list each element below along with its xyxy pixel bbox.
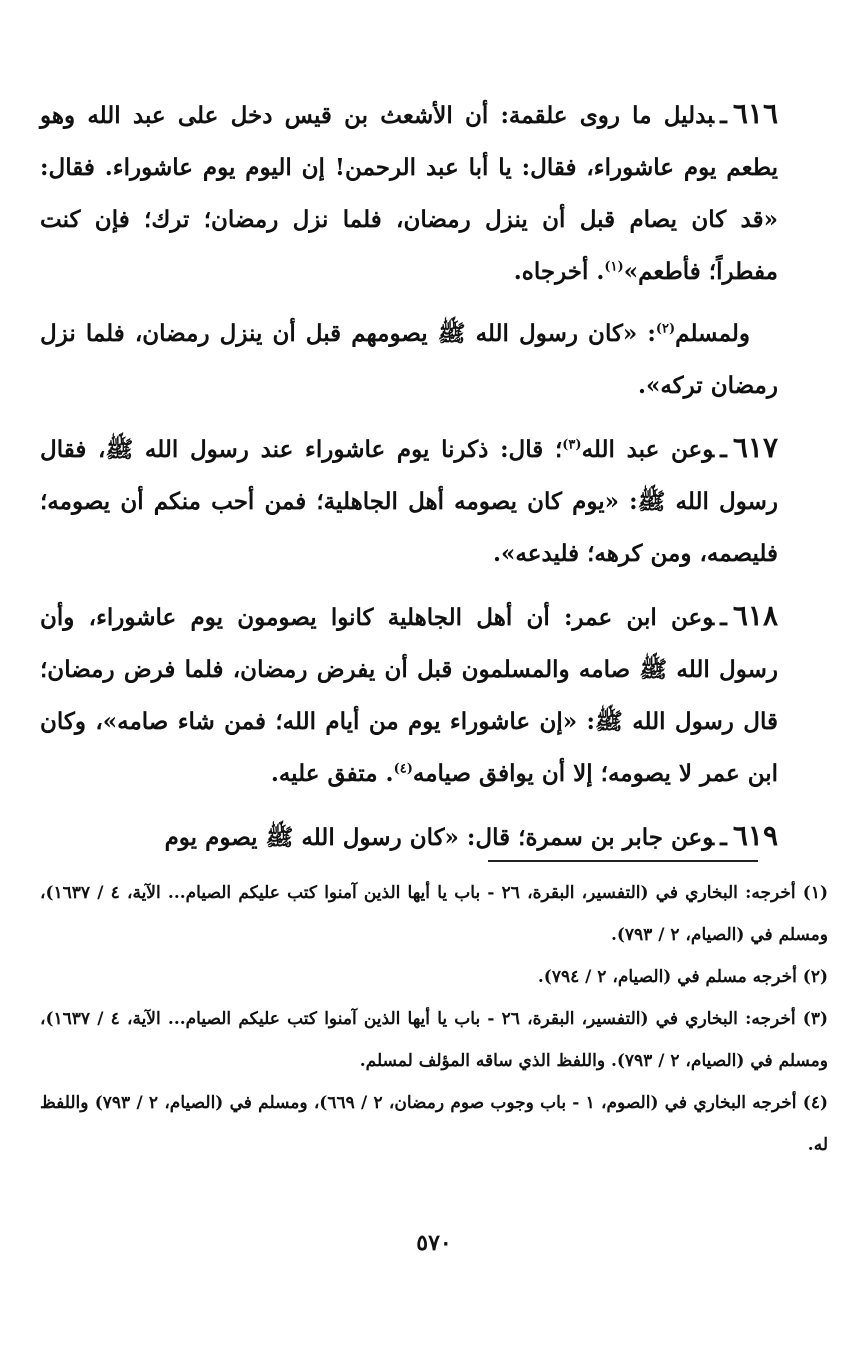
hadith-618	[40, 590, 778, 800]
hadith-619	[40, 810, 778, 864]
hadith-text: وعن ابن عمر: أن أهل الجاهلية كانوا يصومون يوم عاشوراء، وأن رسول الله ﷺ صامه والمسلمون قبل أن يفرض رمضان، فلما فرض رمضان؛ قال رسول الله ﷺ: «إن عاشوراء يوم من أيام الله؛ فمن شاء صامه»، وكان ابن عمر لا يصومه؛ إلا أن يوافق صيامه	[40, 604, 778, 787]
hadith-tail: . أخرجاه.	[513, 258, 605, 285]
hadith-text: وعن جابر بن سمرة؛ قال: «كان رسول الله ﷺ يصوم يوم	[164, 824, 715, 851]
page-number: ٥٧٠	[416, 1230, 452, 1256]
hadith-number: ٦١٨	[732, 599, 779, 632]
footnote-ref: (٢)	[655, 321, 676, 337]
narration-lead: وعن عبد الله	[581, 436, 715, 463]
hadith-dash: ـ	[720, 436, 727, 463]
footnote-2: (٢) أخرجه مسلم في (الصيام، ٢ / ٧٩٤).	[537, 967, 828, 987]
hadith-number: ٦١٦	[732, 97, 778, 130]
hadith-number: ٦١٧	[732, 431, 778, 464]
hadith-dash: ـ	[720, 604, 727, 631]
footnote-1: (١) أخرجه: البخاري في (التفسير، البقرة، ٢٦ - باب يا أيها الذين آمنوا كتب عليكم الصيام... الآية، ٤ / ١٦٣٧)، ومسلم في (الصيام، ٢ / ٧٩٣).	[40, 883, 828, 945]
narration-text: : «كان رسول الله ﷺ يصومهم قبل أن ينزل رمضان، فلما نزل رمضان تركه».	[40, 320, 778, 399]
footnote-ref: (٣)	[562, 437, 582, 453]
hadith-dash: ـ	[720, 102, 727, 129]
hadith-dash: ـ	[720, 824, 727, 851]
footnote-ref: (١)	[604, 259, 624, 275]
hadith-617	[40, 422, 778, 580]
footnote-3: (٣) أخرجه: البخاري في (التفسير، البقرة، ٢٦ - باب يا أيها الذين آمنوا كتب عليكم الصيام... الآية، ٤ / ١٦٣٧)، ومسلم في (الصيام، ٢ / ٧٩٣). واللفظ الذي ساقه المؤلف لمسلم.	[40, 1009, 828, 1071]
footnote-divider	[488, 860, 758, 862]
hadith-text: بدليل ما روى علقمة: أن الأشعث بن قيس دخل على عبد الله وهو يطعم يوم عاشوراء، فقال: يا أبا عبد الرحمن! إن اليوم يوم عاشوراء. فقال: «قد كان يصام قبل أن ينزل رمضان، فلما نزل رمضان؛ ترك؛ فإن كنت مفطراً؛ فأطعم»	[40, 102, 778, 285]
footnotes	[40, 872, 828, 1166]
footnote-4: (٤) أخرجه البخاري في (الصوم، ١ - باب وجوب صوم رمضان، ٢ / ٦٦٩)، ومسلم في (الصيام، ٢ / ٧٩٣) واللفظ له.	[40, 1093, 829, 1155]
main-text	[40, 88, 778, 874]
narration-lead: ولمسلم	[675, 320, 750, 347]
footnote-ref: (٤)	[393, 761, 413, 777]
muslim-narration	[40, 308, 778, 412]
hadith-number: ٦١٩	[732, 819, 778, 852]
hadith-text: ؛ قال: ذكرنا يوم عاشوراء عند رسول الله ﷺ، فقال رسول الله ﷺ: «يوم كان يصومه أهل الجاهلية؛ فمن أحب منكم أن يصومه؛ فليصمه، ومن كرهه؛ فليدعه».	[40, 436, 778, 567]
hadith-616	[40, 88, 778, 298]
hadith-tail: . متفق عليه.	[270, 760, 394, 787]
